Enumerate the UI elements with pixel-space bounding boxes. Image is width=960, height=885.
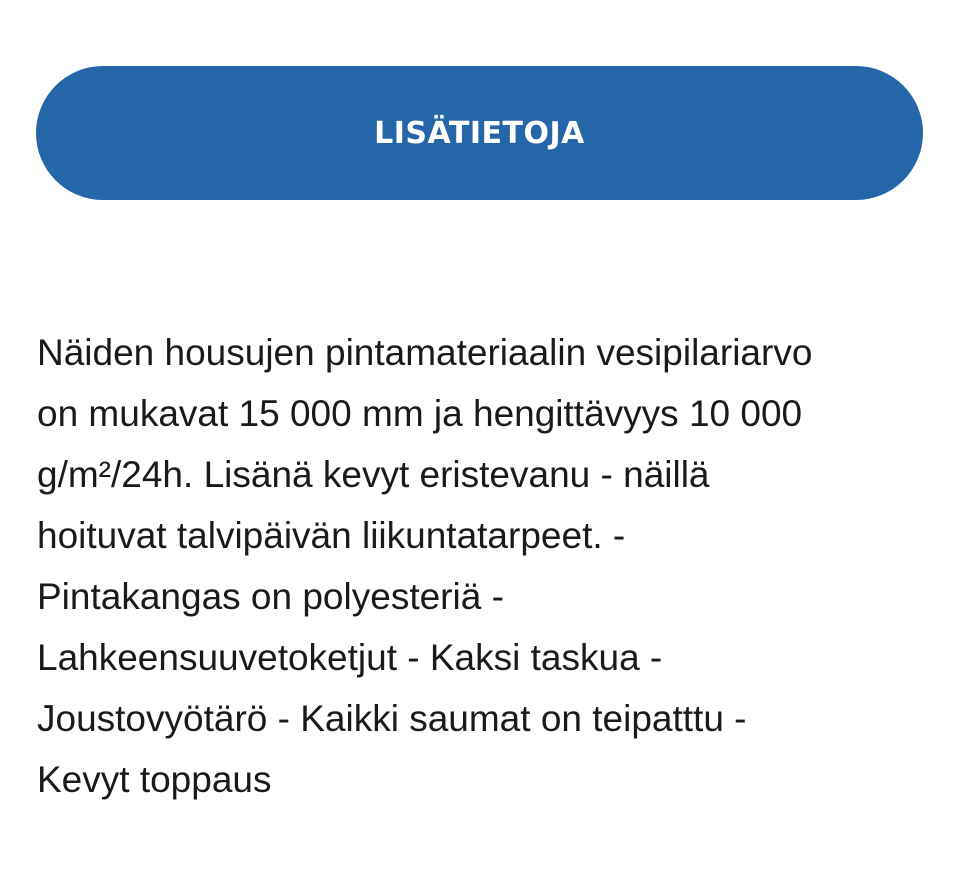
description-line: on mukavat 15 000 mm ja hengittävyys 10 000 — [37, 393, 803, 434]
description-line: Lahkeensuuvetoketjut - Kaksi taskua - — [37, 637, 663, 678]
description-line: Pintakangas on polyesteriä - — [37, 576, 504, 617]
description-line: Näiden housujen pintamateriaalin vesipilariarvo — [37, 332, 813, 373]
description-line: hoituvat talvipäivän liikuntatarpeet. - — [37, 515, 626, 556]
more-info-button[interactable] — [36, 66, 923, 200]
description-line: Joustovyötärö - Kaikki saumat on teipatttu - — [37, 698, 747, 739]
product-description — [37, 322, 927, 810]
description-line: Kevyt toppaus — [37, 759, 272, 800]
more-info-button-label: LISÄTIETOJA — [374, 115, 585, 151]
description-line: g/m²/24h. Lisänä kevyt eristevanu - näillä — [37, 454, 710, 495]
